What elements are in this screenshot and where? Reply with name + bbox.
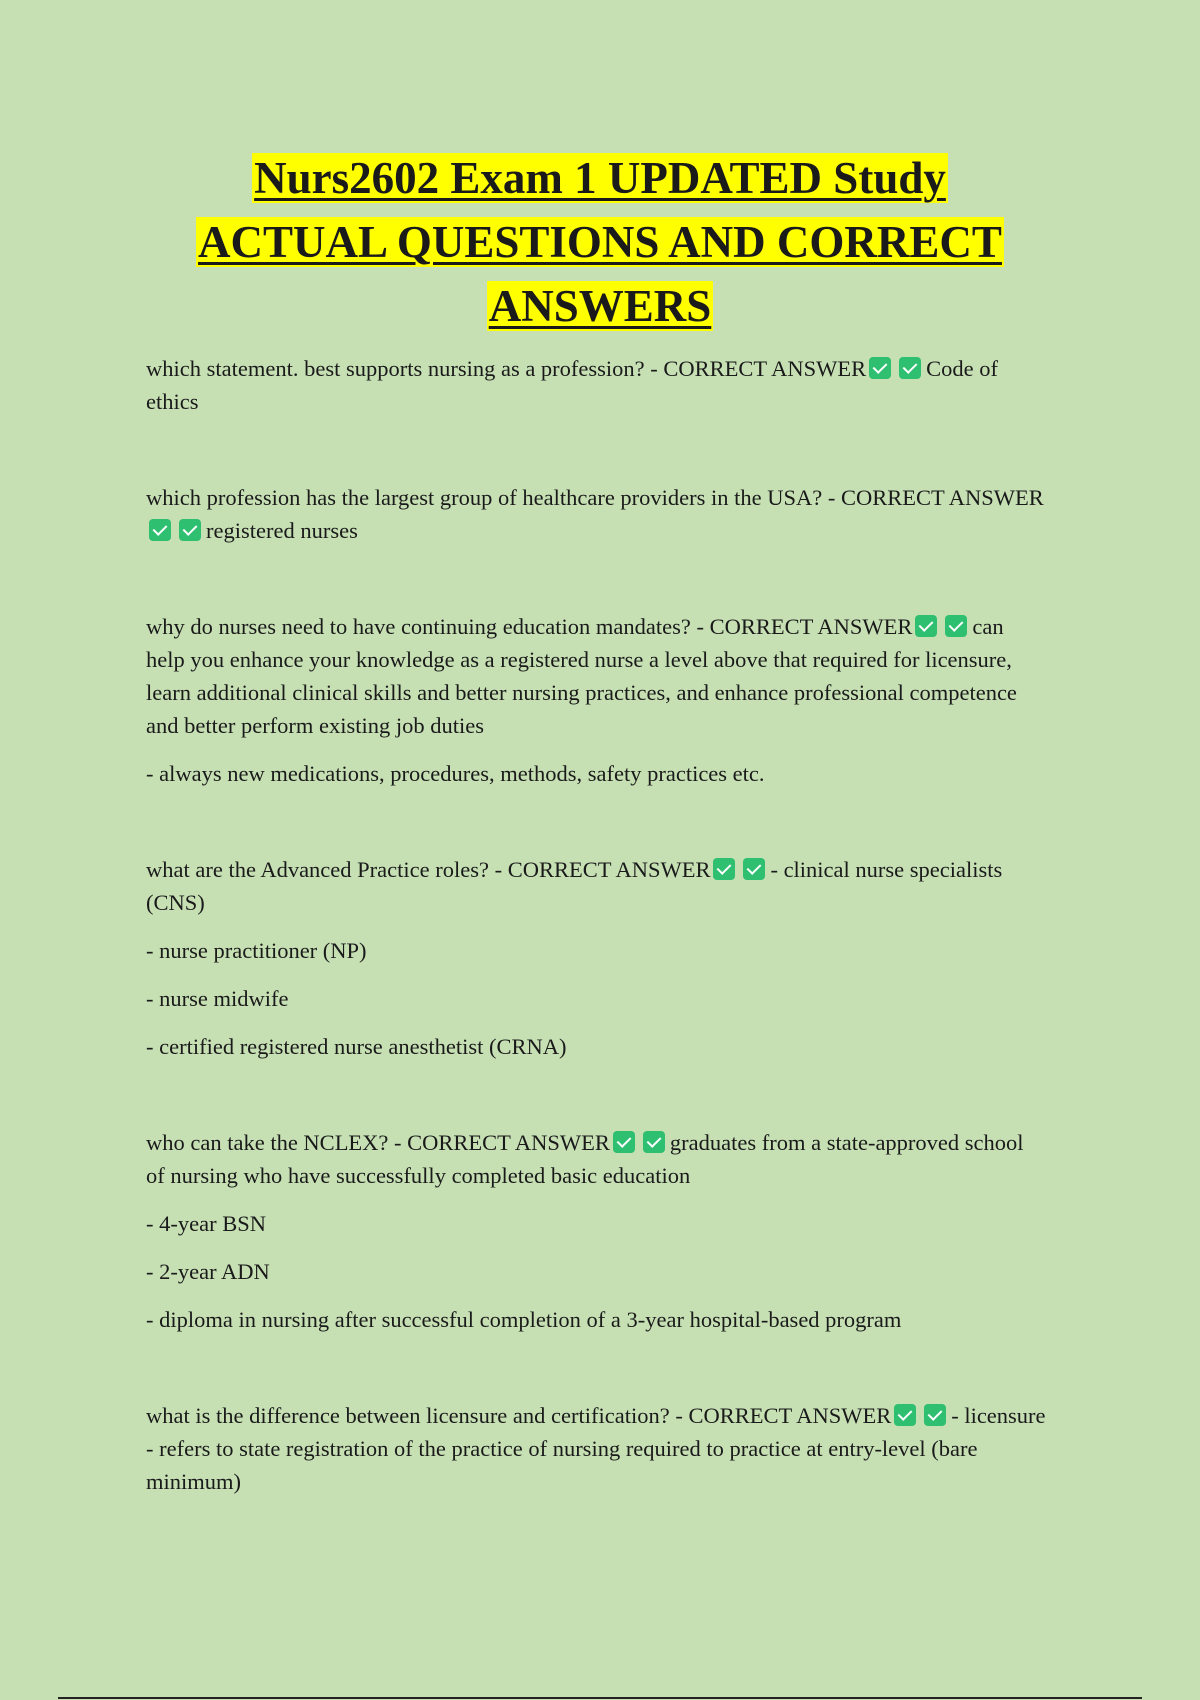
check-box-icon <box>894 1404 916 1426</box>
qa-main <box>146 610 1046 742</box>
check-box-icon <box>613 1131 635 1153</box>
qa-item <box>146 853 1046 1063</box>
check-box-icon <box>869 357 891 379</box>
document-title <box>100 146 1100 338</box>
title-line: Nurs2602 Exam 1 UPDATED Study <box>254 153 946 203</box>
qa-item <box>146 610 1046 790</box>
check-box-icon <box>643 1131 665 1153</box>
question-text: what are the Advanced Practice roles? - <box>146 857 508 882</box>
title-line: ANSWERS <box>488 281 712 331</box>
check-box-icon <box>899 357 921 379</box>
check-box-icon <box>713 858 735 880</box>
qa-list <box>146 352 1046 1498</box>
correct-answer-label: CORRECT ANSWER <box>709 614 913 639</box>
answer-detail: - certified registered nurse anesthetist (CRNA) <box>146 1034 567 1059</box>
qa-item <box>146 1126 1046 1336</box>
answer-detail: - nurse midwife <box>146 986 289 1011</box>
correct-answer-label: CORRECT ANSWER <box>841 485 1044 510</box>
question-text: what is the difference between licensure and certification? - <box>146 1403 689 1428</box>
answer-text: registered nurses <box>206 518 358 543</box>
answer-detail: - diploma in nursing after successful completion of a 3-year hospital-based program <box>146 1307 902 1332</box>
qa-item <box>146 1399 1046 1498</box>
answer-detail: - 2-year ADN <box>146 1259 270 1284</box>
check-box-icon <box>149 519 171 541</box>
check-box-icon <box>924 1404 946 1426</box>
answer-text: - clinical nurse specialists (CNS) <box>146 857 1003 915</box>
correct-answer-label: CORRECT ANSWER <box>507 857 711 882</box>
question-text: who can take the NCLEX? - <box>146 1130 408 1155</box>
question-text: why do nurses need to have continuing education mandates? - <box>146 614 710 639</box>
qa-main <box>146 1399 1046 1498</box>
qa-main <box>146 481 1046 547</box>
check-box-icon <box>743 858 765 880</box>
answer-detail: - always new medications, procedures, methods, safety practices etc. <box>146 761 765 786</box>
qa-item <box>146 352 1046 418</box>
question-text: which profession has the largest group of healthcare providers in the USA? - <box>146 485 842 510</box>
answer-text: can help you enhance your knowledge as a registered nurse a level above that required for licensure, learn additional clinical skills and better nursing practices, and enhance professional competence and better perform existing job duties <box>146 614 1017 738</box>
correct-answer-label: CORRECT ANSWER <box>688 1403 892 1428</box>
check-box-icon <box>179 519 201 541</box>
answer-text: - licensure - refers to state registration of the practice of nursing required to practice at entry-level (bare minimum) <box>146 1403 1046 1494</box>
qa-main <box>146 853 1046 919</box>
footer-divider <box>58 1697 1142 1699</box>
correct-answer-label: CORRECT ANSWER <box>663 356 867 381</box>
qa-item <box>146 481 1046 547</box>
correct-answer-label: CORRECT ANSWER <box>407 1130 610 1155</box>
answer-text: graduates from a state-approved school of nursing who have successfully completed basic education <box>146 1130 1024 1188</box>
check-box-icon <box>945 615 967 637</box>
question-text: which statement. best supports nursing as a profession? - <box>146 356 664 381</box>
answer-detail: - 4-year BSN <box>146 1211 266 1236</box>
check-box-icon <box>915 615 937 637</box>
answer-detail: - nurse practitioner (NP) <box>146 938 367 963</box>
title-line: ACTUAL QUESTIONS AND CORRECT <box>198 217 1002 267</box>
answer-text: Code of ethics <box>146 356 999 414</box>
qa-main <box>146 1126 1046 1192</box>
qa-main <box>146 352 1046 418</box>
